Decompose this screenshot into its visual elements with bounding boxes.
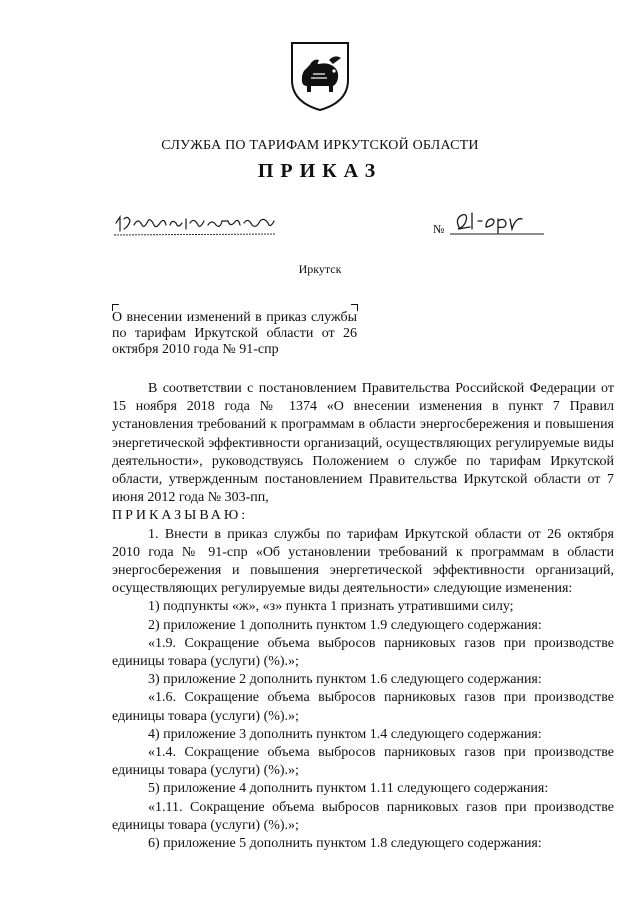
decree-word: ПРИКАЗЫВАЮ: xyxy=(112,508,249,524)
body-item: 1. Внести в приказ службы по тарифам Иркутской области от 26 октября 2010 года № 91-спр «Об установлении требований к программам в области энергосбережения и повышения энергетической эффективности организаций, осуществляющих регулируемые виды деятельности» следующие изменения: xyxy=(112,526,614,597)
body-item: «1.11. Сокращение объема выбросов парниковых газов при производстве единицы товара (услуги) (%).»; xyxy=(112,799,614,833)
body-item: 6) приложение 5 дополнить пунктом 1.8 следующего содержания: xyxy=(148,836,542,852)
body-item: 2) приложение 1 дополнить пунктом 1.9 следующего содержания: xyxy=(148,617,542,633)
body-item: 3) приложение 2 дополнить пунктом 1.6 следующего содержания: xyxy=(148,672,542,688)
agency-name: СЛУЖБА ПО ТАРИФАМ ИРКУТСКОЙ ОБЛАСТИ xyxy=(161,138,479,153)
body-item: 1) подпункты «ж», «з» пункта 1 признать утратившими силу; xyxy=(148,599,514,615)
order-body xyxy=(112,380,614,853)
city-name: Иркутск xyxy=(298,262,342,276)
order-title: ПРИКАЗ xyxy=(257,160,383,182)
handwritten-number xyxy=(450,207,545,237)
order-subject: О внесении изменений в приказ службы по тарифам Иркутской области от 26 октября 2010 года № 91-спр xyxy=(112,310,357,357)
irkutsk-coat-of-arms-icon xyxy=(289,40,351,112)
body-item: 5) приложение 4 дополнить пунктом 1.11 следующего содержания: xyxy=(148,781,549,797)
body-item: «1.4. Сокращение объема выбросов парниковых газов при производстве единицы товара (услуги) (%).»; xyxy=(112,745,614,779)
body-item: «1.9. Сокращение объема выбросов парниковых газов при производстве единицы товара (услуги) (%).»; xyxy=(112,635,614,670)
body-item: «1.6. Сокращение объема выбросов парниковых газов при производстве единицы товара (услуги) (%).»; xyxy=(112,690,614,724)
number-label: № xyxy=(433,222,445,236)
handwritten-date xyxy=(110,207,280,239)
preamble-paragraph: В соответствии с постановлением Правительства Российской Федерации от 15 ноября 2018 года № 1374 «О внесении изменения в пункт 7 Правил установления требований к программам в области энергосбережения и повышения энергетической эффективности организаций, осуществляющих регулируемые виды деятельности», руководствуясь Положением о службе по тарифам Иркутской области, утвержденным постановлением Правительства Иркутской области от 7 июня 2012 года № 303-пп, xyxy=(112,381,614,506)
body-item: 4) приложение 3 дополнить пунктом 1.4 следующего содержания: xyxy=(148,726,542,742)
